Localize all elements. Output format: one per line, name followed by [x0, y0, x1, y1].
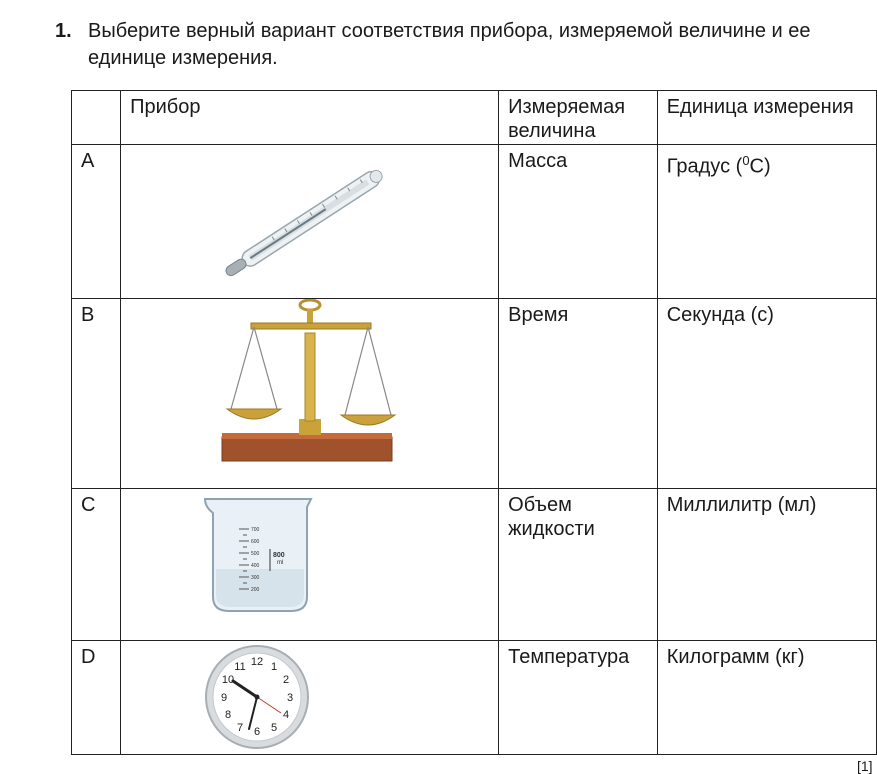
- device-cell: [121, 641, 499, 755]
- beaker-tick: 600: [251, 539, 260, 545]
- marks-label: [1]: [857, 758, 873, 774]
- table-row: [72, 145, 877, 299]
- unit-cell: Килограмм (кг): [657, 641, 876, 755]
- header-cell-quantity: Измеряемая величина: [499, 91, 658, 145]
- quantity-cell: Объем жидкости: [499, 489, 658, 641]
- device-cell: [121, 489, 499, 641]
- row-label: A: [72, 145, 121, 299]
- row-label: B: [72, 299, 121, 489]
- question-number: 1.: [55, 20, 72, 42]
- clock-numeral: 10: [221, 674, 235, 686]
- header-cell-unit: Единица измерения: [657, 91, 876, 145]
- clock-numeral: 9: [221, 692, 228, 704]
- quantity-cell: Время: [499, 299, 658, 489]
- beaker-image: [121, 489, 552, 639]
- header-cell-empty: [72, 91, 121, 145]
- beaker-tick: 300: [251, 575, 260, 581]
- clock-numeral: 11: [234, 661, 246, 673]
- clock-numeral: 6: [254, 726, 261, 738]
- clock-numeral: 2: [283, 674, 290, 686]
- beaker-capacity: 800: [273, 552, 285, 559]
- clock-numeral: 7: [237, 722, 244, 734]
- quantity-cell: Температура: [499, 641, 658, 755]
- unit-cell: Секунда (с): [657, 299, 876, 489]
- device-cell: [121, 299, 499, 489]
- table-row: [72, 299, 877, 489]
- clock-numeral: 1: [271, 661, 278, 673]
- unit-cell: Миллилитр (мл): [657, 489, 876, 641]
- beaker-unit: ml: [277, 560, 284, 566]
- thermometer-image: [121, 145, 552, 297]
- header-cell-device: Прибор: [121, 91, 499, 145]
- row-label: D: [72, 641, 121, 755]
- unit-cell: Градус ($^0$С): [657, 145, 876, 299]
- table-row: [72, 641, 877, 755]
- quantity-cell: Масса: [499, 145, 658, 299]
- wall-clock-image: [121, 641, 552, 753]
- question-text: Выберите верный вариант соответствия прибора, измеряемой величине и ее единице измерения.: [88, 20, 811, 69]
- beaker-tick: 700: [251, 527, 260, 533]
- beaker-tick: 500: [251, 551, 260, 557]
- clock-numeral: 8: [225, 709, 232, 721]
- clock-numeral: 12: [250, 656, 264, 668]
- clock-numeral: 5: [271, 722, 278, 734]
- beaker-tick: 400: [251, 563, 260, 569]
- device-cell: [121, 145, 499, 299]
- table-header-row: [72, 91, 877, 145]
- clock-numeral: 4: [283, 709, 290, 721]
- row-label: C: [72, 489, 121, 641]
- balance-scale-image: [121, 299, 552, 487]
- table-row: [72, 489, 877, 641]
- beaker-tick: 200: [251, 587, 260, 593]
- matching-table: [71, 90, 877, 755]
- clock-numeral: 3: [287, 692, 294, 704]
